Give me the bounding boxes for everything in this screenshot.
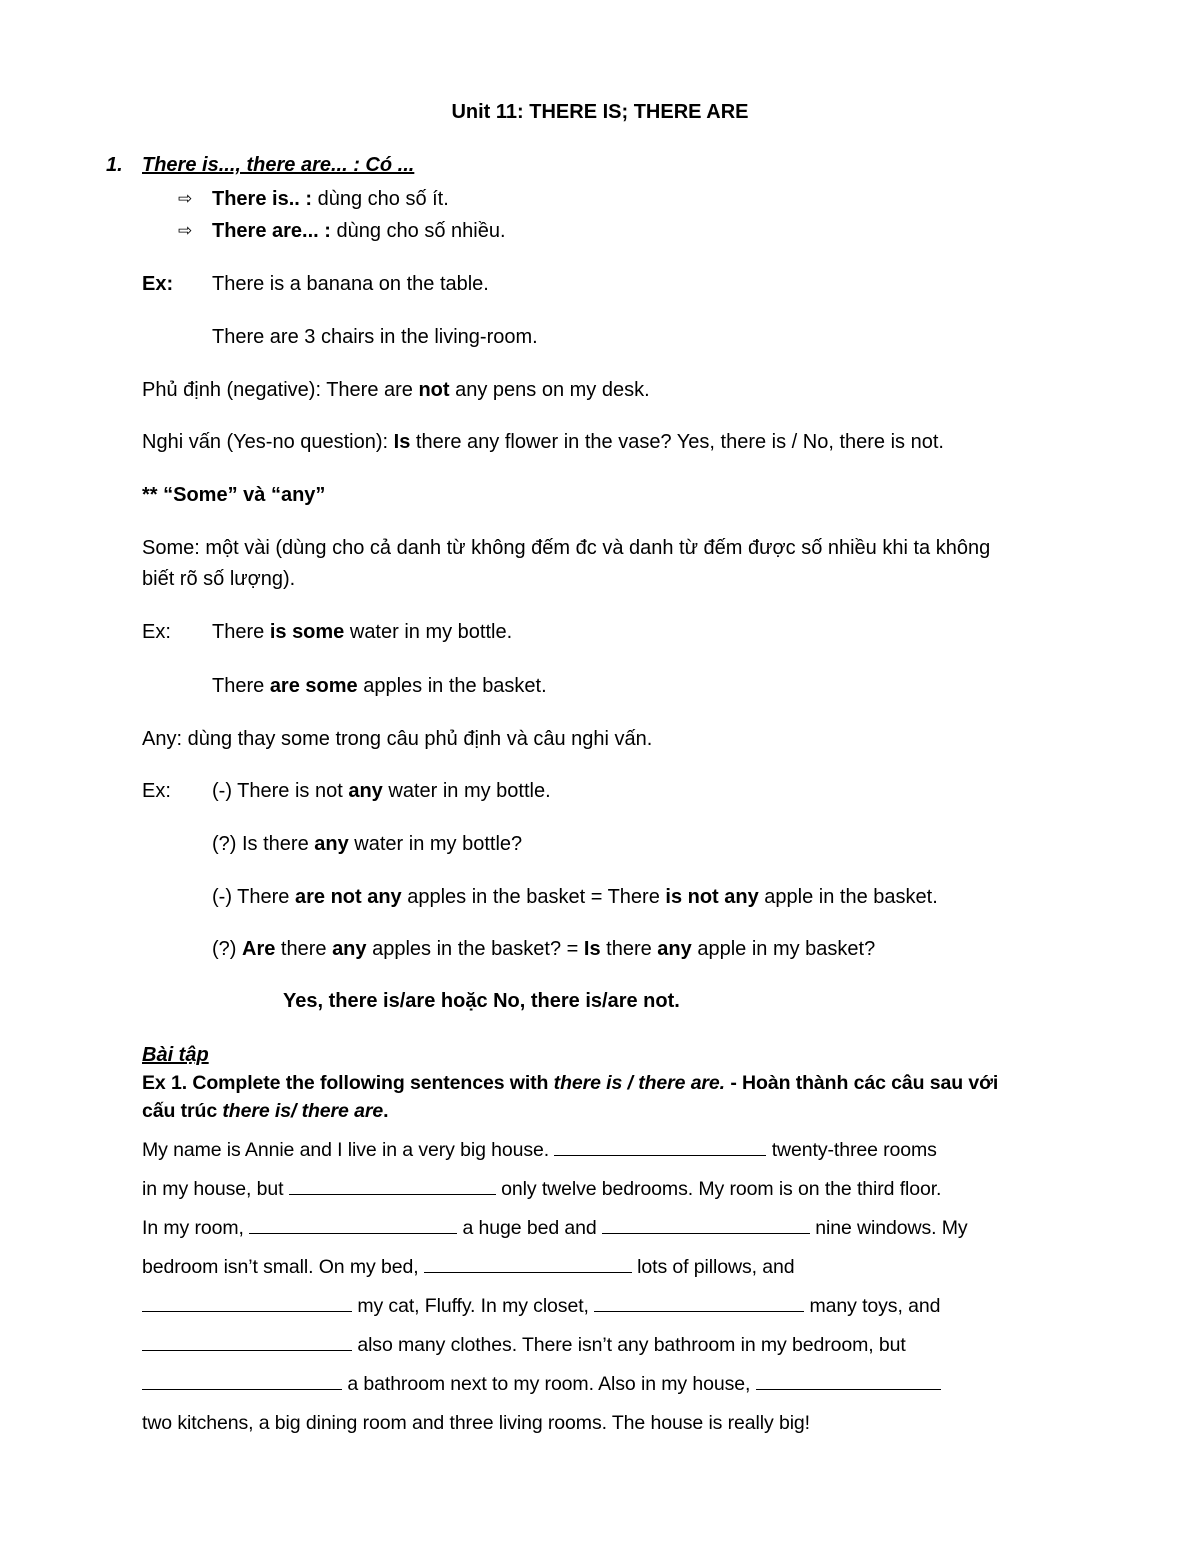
section-heading: There is..., there are... : Có ... xyxy=(142,154,415,176)
exercise-line: In my room, a huge bed and nine windows. My xyxy=(142,1217,968,1239)
exercise-line: My name is Annie and I live in a very big house. twenty-three rooms xyxy=(142,1139,937,1161)
any-definition: Any: dùng thay some trong câu phủ định và câu nghi vấn. xyxy=(142,728,653,750)
example-line: There is a banana on the table. xyxy=(212,273,489,295)
some-example: There are some apples in the basket. xyxy=(212,675,547,697)
ex1-instruction: Ex 1. Complete the following sentences with there is / there are. - Hoàn thành các câu sau với xyxy=(142,1072,999,1094)
question-rule: Nghi vấn (Yes-no question): Is there any flower in the vase? Yes, there is / No, there is not. xyxy=(142,431,944,453)
ex-label: Ex: xyxy=(142,780,171,802)
answer-blank[interactable] xyxy=(289,1176,496,1195)
ex1-instruction-cont: cấu trúc there is/ there are. xyxy=(142,1100,389,1122)
exercise-line: my cat, Fluffy. In my closet, many toys, and xyxy=(142,1293,940,1319)
answer-blank[interactable] xyxy=(602,1215,810,1234)
exercise-heading: Bài tập xyxy=(142,1044,209,1066)
answer-blank[interactable] xyxy=(249,1215,457,1234)
arrow-right-icon: ⇨ xyxy=(178,189,193,209)
answer-blank[interactable] xyxy=(142,1293,352,1312)
negative-rule: Phủ định (negative): There are not any pens on my desk. xyxy=(142,379,650,401)
any-example: (-) There are not any apples in the basket = There is not any apple in the basket. xyxy=(212,886,938,908)
exercise-line: bedroom isn’t small. On my bed, lots of pillows, and xyxy=(142,1256,795,1278)
answer-blank[interactable] xyxy=(142,1332,352,1351)
exercise-line: two kitchens, a big dining room and three living rooms. The house is really big! xyxy=(142,1412,810,1434)
bullet-there-is: There is.. : dùng cho số ít. xyxy=(212,188,449,210)
answer-line: Yes, there is/are hoặc No, there is/are not. xyxy=(283,990,680,1012)
exercise-line: a bathroom next to my room. Also in my house, xyxy=(142,1371,941,1397)
bullet-there-are: There are... : dùng cho số nhiều. xyxy=(212,220,506,242)
section-number: 1. xyxy=(106,154,123,176)
some-definition-cont: biết rõ số lượng). xyxy=(142,568,296,590)
answer-blank[interactable] xyxy=(594,1293,804,1312)
page-title: Unit 11: THERE IS; THERE ARE xyxy=(451,101,749,123)
ex-label: Ex: xyxy=(142,621,171,643)
any-example: (?) Is there any water in my bottle? xyxy=(212,833,523,855)
any-example: (-) There is not any water in my bottle. xyxy=(212,780,551,802)
exercise-line: in my house, but only twelve bedrooms. My room is on the third floor. xyxy=(142,1178,942,1200)
any-example: (?) Are there any apples in the basket? = Is there any apple in my basket? xyxy=(212,938,876,960)
arrow-right-icon: ⇨ xyxy=(178,221,193,241)
example-line: There are 3 chairs in the living-room. xyxy=(212,326,538,348)
some-example: There is some water in my bottle. xyxy=(212,621,513,643)
answer-blank[interactable] xyxy=(424,1254,632,1273)
some-any-heading: ** “Some” và “any” xyxy=(142,484,326,506)
answer-blank[interactable] xyxy=(554,1137,766,1156)
answer-blank[interactable] xyxy=(142,1371,342,1390)
exercise-line: also many clothes. There isn’t any bathroom in my bedroom, but xyxy=(142,1332,906,1358)
ex-label: Ex: xyxy=(142,273,174,295)
answer-blank[interactable] xyxy=(756,1371,941,1390)
some-definition: Some: một vài (dùng cho cả danh từ không đếm đc và danh từ đếm được số nhiều khi ta không xyxy=(142,537,991,559)
